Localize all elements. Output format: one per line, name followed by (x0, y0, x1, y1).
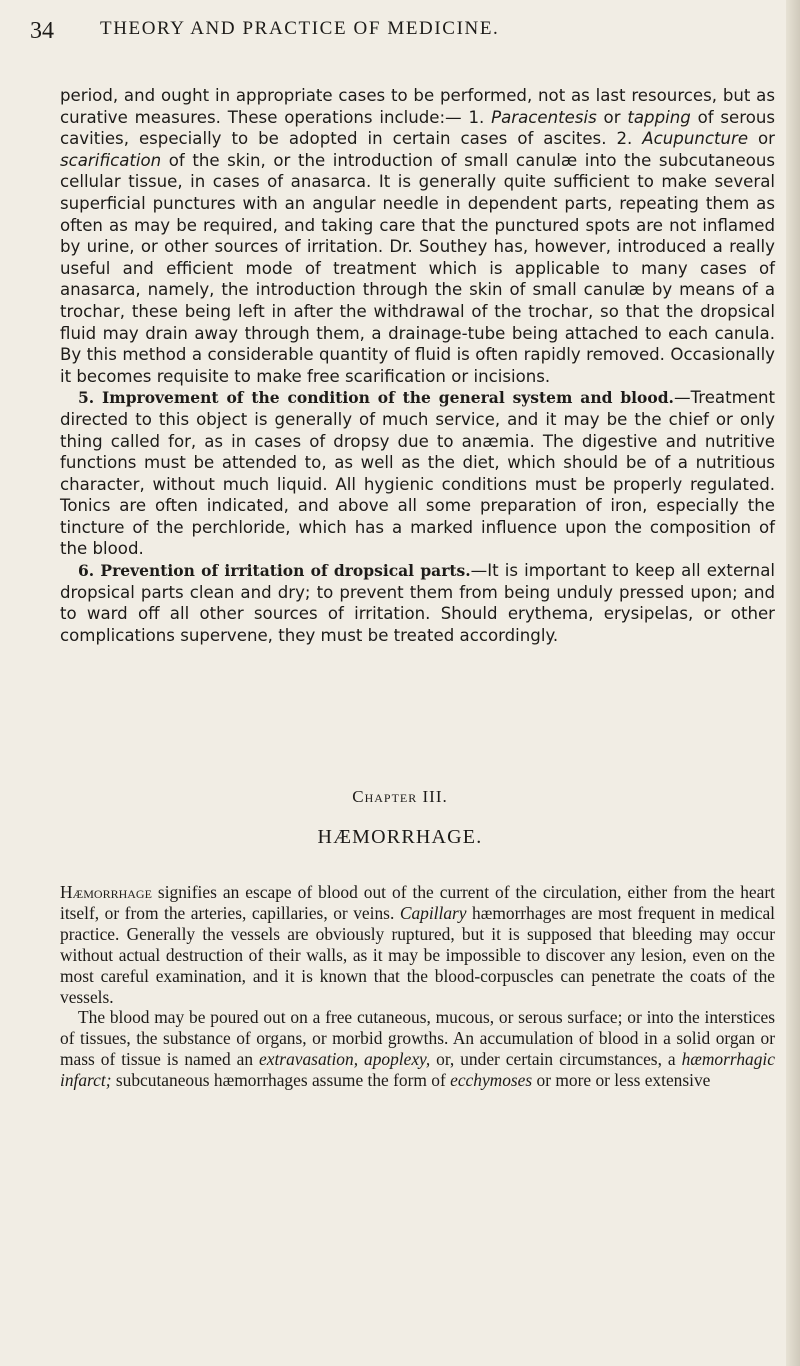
body-text-upper (60, 85, 775, 646)
section-heading: 5. Improvement of the condition of the general system and blood. (78, 388, 674, 408)
page-header (30, 18, 770, 58)
page-number: 34 (30, 18, 54, 44)
chapter-title: HÆMORRHAGE. (317, 826, 483, 848)
body-text-lower (60, 882, 775, 1091)
paragraph-blood-poured: The blood may be poured out on a free cutaneous, mucous, or serous surface; or into the interstices of tissues, the substance of organs, or morbid growths. An accumulation of blood in a solid organ or mass of tissue is named an extravasation, apoplexy, or, under certain circumstances, a hæmorrhagic infarct; subcutaneous hæmorrhages assume the form of ecchymoses or more or less extensive (60, 1007, 775, 1091)
page-edge (786, 0, 800, 1366)
section-heading: 6. Prevention of irritation of dropsical parts. (78, 561, 471, 581)
paragraph-improvement: 5. Improvement of the condition of the general system and blood.—Treatment directed to this object is generally of much service, and it may be the chief or only thing called for, as in cases of dropsy due to anæmia. The digestive and nutritive functions must be attended to, as well as the diet, which should be of a nutritious character, without much liquid. All hygienic conditions must be properly regulated. Tonics are often indicated, and above all some preparation of iron, especially the tincture of the perchloride, which has a marked influence upon the composition of the blood. (60, 388, 775, 559)
paragraph-haemorrhage-definition: Hæmorrhage signifies an escape of blood out of the current of the circulation, either from the heart itself, or from the arteries, capillaries, or veins. Capillary hæmorrhages are most frequent in medical practice. Generally the vessels are obviously ruptured, but it is supposed that bleeding may occur without actual destruction of their walls, as it may be impossible to discover any lesion, even on the most careful examination, and it is known that the blood-corpuscles can penetrate the coats of the vessels. (60, 882, 775, 1007)
paragraph-prevention: 6. Prevention of irritation of dropsical parts.—It is important to keep all external dropsical parts clean and dry; to prevent them from being unduly pressed upon; and to ward off all other sources of irritation. Should erythema, erysipelas, or other complications supervene, they must be treated accordingly. (60, 561, 775, 645)
running-head: THEORY AND PRACTICE OF MEDICINE. (100, 18, 500, 39)
paragraph-operations: period, and ought in appropriate cases to be performed, not as last resources, but as curative measures. These operations include:— 1. Paracentesis or tapping of serous cavities, especially to be adopted in certain cases of ascites. 2. Acupuncture or scarification of the skin, or the introduction of small canulæ into the subcutaneous cellular tissue, in cases of anasarca. It is generally quite sufficient to make several superficial punctures with an angular needle in dependent parts, repeating them as often as may be required, and taking care that the punctured spots are not inflamed by urine, or other sources of irritation. Dr. Southey has, however, introduced a really useful and efficient mode of treatment which is applicable to many cases of anasarca, namely, the introduction through the skin of small canulæ by means of a trochar, these being left in after the withdrawal of the trochar, so that the dropsical fluid may drain away through them, a drainage-tube being attached to each canula. By this method a considerable quantity of fluid is often rapidly removed. Occasionally it becomes requisite to make free scarification or incisions. (60, 86, 776, 386)
chapter-label: Chapter III. (352, 787, 448, 806)
